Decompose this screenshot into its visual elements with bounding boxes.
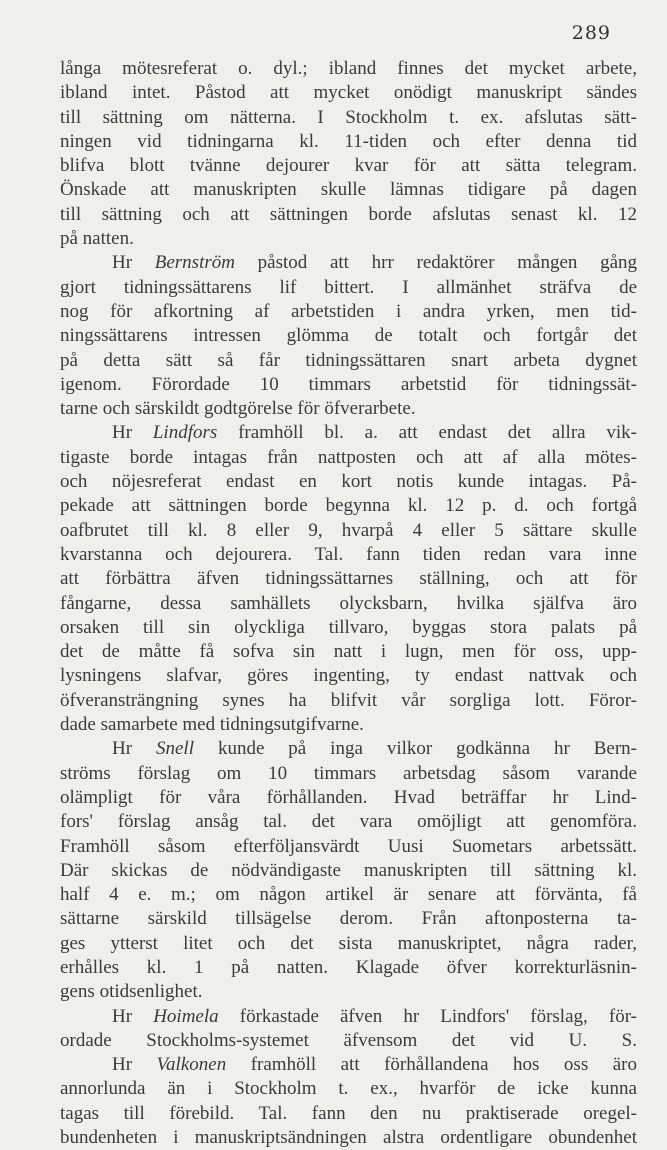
text-segment: påstod att hrr redaktörer mången gång xyxy=(234,252,637,274)
text-line xyxy=(60,689,637,713)
text-segment: öfveransträngning synes ha blifvit vår sorgliga lott. Föror- xyxy=(60,689,637,711)
speaker-name: Snell xyxy=(156,738,194,760)
text-segment: sättarne särskild tillsägelse derom. Från aftonposterna ta- xyxy=(60,908,637,930)
text-segment: igenom. Förordade 10 timmars arbetstid för tidningssät- xyxy=(60,373,637,395)
text-segment: Där skickas de nödvändigaste manuskripten till sättning kl. xyxy=(60,859,637,881)
text-line xyxy=(60,81,637,105)
text-line xyxy=(60,1126,637,1150)
text-segment: förkastade äfven hr Lindfors' förslag, för- xyxy=(218,1005,637,1027)
text-segment: fångarne, dessa samhällets olycksbarn, hvilka själfva äro xyxy=(60,592,637,614)
text-line xyxy=(60,203,637,227)
text-segment: att förbättra äfven tidningssättarnes ställning, och att för xyxy=(60,568,637,590)
text-segment: olämpligt för våra förhållanden. Hvad beträffar hr Lind- xyxy=(60,786,637,808)
text-line xyxy=(60,106,637,130)
text-line xyxy=(60,786,637,810)
text-segment: Hr xyxy=(112,252,155,274)
text-segment: oafbrutet till kl. 8 eller 9, hvarpå 4 eller 5 sättare skulle xyxy=(60,519,637,541)
text-segment: Önskade att manuskripten skulle lämnas tidigare på dagen xyxy=(60,179,637,201)
text-segment: ibland intet. Påstod att mycket onödigt manuskript sändes xyxy=(60,82,637,104)
text-line xyxy=(60,567,637,591)
text-line xyxy=(60,130,637,154)
speaker-name: Bernström xyxy=(154,252,235,274)
text-segment: erhålles kl. 1 på natten. Klagade öfver korrekturläsnin- xyxy=(60,956,637,978)
text-segment: det de måtte få sofva sin natt i lugn, men för oss, upp- xyxy=(60,641,637,663)
text-segment: kunde på inga vilkor godkänna hr Bern- xyxy=(194,738,637,760)
speaker-name: Lindfors xyxy=(152,422,218,444)
text-segment: långa mötesreferat o. dyl.; ibland finnes det mycket arbete, xyxy=(60,58,637,79)
text-line xyxy=(60,519,637,543)
text-line xyxy=(60,616,637,640)
text-segment: ningen vid tidningarna kl. 11-tiden och efter denna tid xyxy=(60,130,637,152)
text-line xyxy=(60,956,637,980)
text-line xyxy=(60,592,637,616)
text-segment: Hr xyxy=(112,1005,154,1027)
text-segment: Hr xyxy=(112,1054,157,1076)
text-line xyxy=(60,1053,637,1077)
text-line xyxy=(60,494,637,518)
text-line xyxy=(60,859,637,883)
text-line xyxy=(60,980,637,1004)
text-line xyxy=(60,324,637,348)
text-segment: till sättning om nätterna. I Stockholm t. ex. afslutas sätt- xyxy=(60,106,637,128)
text-line xyxy=(60,1029,637,1053)
text-line xyxy=(60,640,637,664)
text-line xyxy=(60,737,637,761)
text-line xyxy=(60,349,637,373)
text-line xyxy=(60,276,637,300)
text-segment: tarne och särskildt godtgörelse för öfverarbete. xyxy=(60,398,416,420)
text-line xyxy=(60,397,637,421)
text-segment: till sättning och att sättningen borde afslutas senast kl. 12 xyxy=(60,203,637,225)
text-line xyxy=(60,907,637,931)
text-line xyxy=(60,470,637,494)
text-segment: gjort tidningssättarens lif bittert. I allmänhet sträfva de xyxy=(60,276,637,298)
text-segment: fors' förslag ansåg tal. det vara omöjligt att genomföra. xyxy=(60,811,637,833)
text-line xyxy=(60,762,637,786)
text-segment: lysningens slafvar, göres ingenting, ty endast nattvak och xyxy=(60,665,637,687)
speaker-name: Valkonen xyxy=(156,1054,227,1076)
text-line xyxy=(60,1005,637,1029)
text-segment: pekade att sättningen borde begynna kl. 12 p. d. och fortgå xyxy=(60,495,637,517)
text-segment: ordade Stockholms-systemet äfvensom det vid U. S. xyxy=(60,1029,637,1051)
page-number: 289 xyxy=(571,22,611,44)
text-segment: ningssättarens intressen glömma de totalt och fortgår det xyxy=(60,325,637,347)
text-line xyxy=(60,300,637,324)
text-segment: blifva blott tvänne dejourer kvar för att sätta telegram. xyxy=(60,155,637,177)
text-line xyxy=(60,57,637,81)
text-segment: Hr xyxy=(112,422,153,444)
body-text xyxy=(60,57,637,1150)
text-line xyxy=(60,178,637,202)
text-line xyxy=(60,1102,637,1126)
text-segment: ströms förslag om 10 timmars arbetsdag såsom varande xyxy=(60,762,637,784)
text-segment: Hr xyxy=(112,738,156,760)
text-segment: på natten. xyxy=(60,228,134,250)
text-segment: gens otidsenlighet. xyxy=(60,981,203,1003)
text-line xyxy=(60,373,637,397)
text-line xyxy=(60,883,637,907)
text-segment: bundenheten i manuskriptsändningen alstra ordentligare obundenhet xyxy=(60,1127,637,1149)
text-line xyxy=(60,932,637,956)
text-segment: nog för afkortning af arbetstiden i andra yrken, men tid- xyxy=(60,300,637,322)
text-segment: tigaste borde intagas från nattposten och att af alla mötes- xyxy=(60,446,637,468)
text-segment: tagas till förebild. Tal. fann den nu praktiserade oregel- xyxy=(60,1102,637,1124)
text-segment: half 4 e. m.; om någon artikel är senare att förvänta, få xyxy=(60,884,637,906)
text-line xyxy=(60,543,637,567)
text-segment: dade samarbete med tidningsutgifvarne. xyxy=(60,714,364,736)
text-line xyxy=(60,154,637,178)
text-segment: ges ytterst litet och det sista manuskriptet, några rader, xyxy=(60,932,637,954)
text-segment: och nöjesreferat endast en kort notis kunde intagas. På- xyxy=(60,471,637,493)
text-segment: på detta sätt så får tidningssättaren snart arbeta dygnet xyxy=(60,349,637,371)
text-segment: Framhöll såsom efterföljansvärdt Uusi Suometars arbetssätt. xyxy=(60,835,637,857)
text-segment: orsaken till sin olyckliga tillvaro, byggas stora palats på xyxy=(60,616,637,638)
text-line xyxy=(60,810,637,834)
text-line xyxy=(60,835,637,859)
text-segment: kvarstanna och dejourera. Tal. fann tiden redan vara inne xyxy=(60,543,637,565)
text-segment: framhöll att förhållandena hos oss äro xyxy=(226,1054,637,1076)
text-line xyxy=(60,446,637,470)
text-segment: framhöll bl. a. att endast det allra vik- xyxy=(217,422,637,444)
text-line xyxy=(60,227,637,251)
text-line xyxy=(60,421,637,445)
speaker-name: Hoimela xyxy=(153,1005,219,1027)
text-line xyxy=(60,1077,637,1101)
text-line xyxy=(60,251,637,275)
text-line xyxy=(60,664,637,688)
text-line xyxy=(60,713,637,737)
text-segment: annorlunda än i Stockholm t. ex., hvarför de icke kunna xyxy=(60,1078,637,1100)
